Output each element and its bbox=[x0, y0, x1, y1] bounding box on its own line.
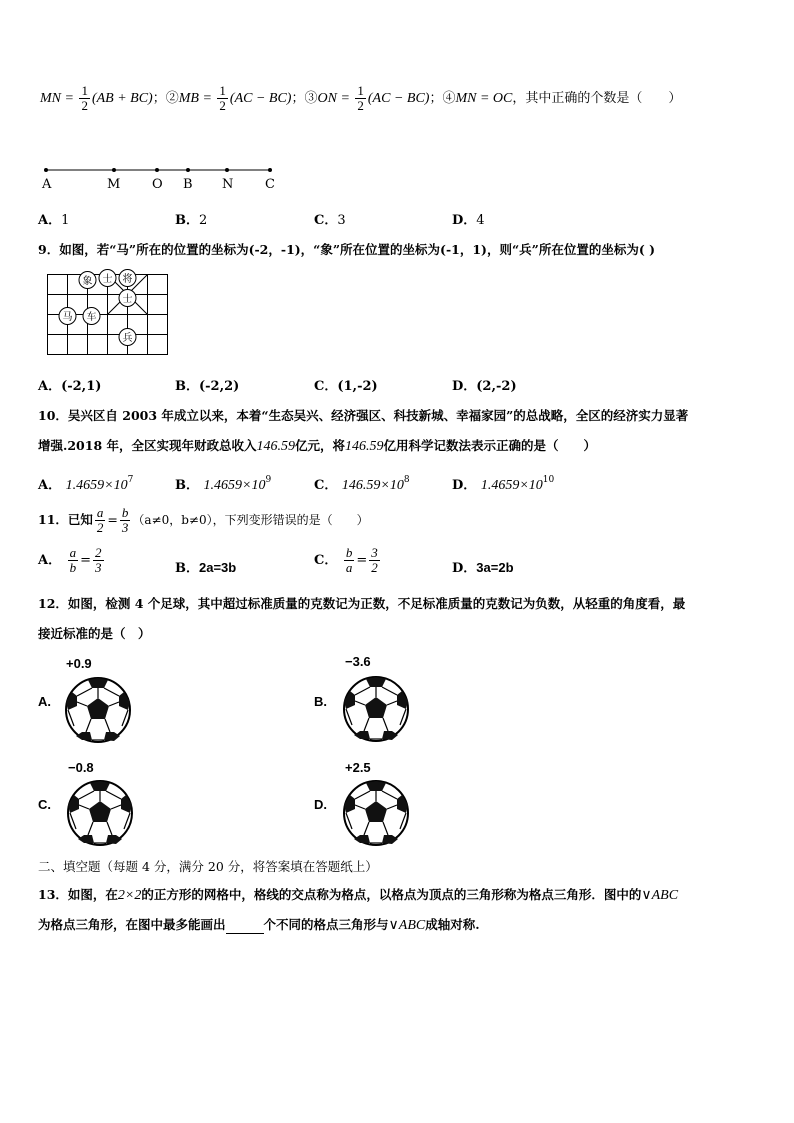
q8-stmt3-rhs: (AC − BC) bbox=[367, 91, 430, 106]
point-a bbox=[44, 168, 48, 172]
point-m bbox=[112, 168, 116, 172]
q8-sep3: ；④ bbox=[429, 91, 456, 106]
q8-tail: ，其中正确的个数是（ ） bbox=[512, 91, 682, 106]
ball-b-value: −3.6 bbox=[345, 654, 371, 669]
label-o: O bbox=[152, 177, 163, 192]
ball-a-value: +0.9 bbox=[66, 656, 92, 671]
q10-option-b[interactable]: B． $1.4659\times 10^9$ bbox=[175, 475, 272, 493]
q12-line1: 12．如图，检测 4 个足球，其中超过标准质量的克数记为正数，不足标准质量的克数记为负数，从轻重的角度看，最 bbox=[38, 596, 686, 611]
label-c: C bbox=[265, 177, 275, 192]
q8-option-c[interactable]: C．3 bbox=[314, 213, 346, 228]
q8-fraction-1: $\frac{1}{2}$ bbox=[81, 83, 88, 113]
ball-d-value: +2.5 bbox=[345, 760, 371, 775]
point-b bbox=[186, 168, 190, 172]
ball-b-label[interactable]: B. bbox=[314, 694, 327, 709]
label-a: A bbox=[42, 177, 52, 192]
q9-option-a[interactable]: A．(-2,1) bbox=[38, 379, 102, 394]
q11-option-c[interactable]: C． $\frac{b}{a}$ = $\frac{3}{2}$ bbox=[314, 545, 378, 575]
piece-bing-label: 兵 bbox=[122, 333, 133, 344]
q13-answer-blank[interactable] bbox=[226, 921, 264, 934]
q8-sep1: ；② bbox=[152, 91, 179, 106]
ball-a-label[interactable]: A. bbox=[38, 694, 51, 709]
q11-option-b[interactable]: B．2a=3b bbox=[175, 560, 237, 576]
q8-stmt4: MN = OC bbox=[455, 91, 513, 106]
q8-stmt1-rhs: (AB + BC) bbox=[91, 91, 153, 106]
label-b: B bbox=[183, 177, 193, 192]
piece-che-label: 车 bbox=[86, 312, 97, 323]
q8-stmt1-lhs: MN bbox=[40, 91, 61, 106]
piece-shi-1-label: 士 bbox=[102, 274, 113, 285]
q11-question: 11．已知 $\frac{a}{2}$ = $\frac{b}{3}$ （a≠0，b≠0），下列变形错误的是（ ） bbox=[38, 505, 369, 535]
q8-stmt2-rhs: (AC − BC) bbox=[229, 91, 292, 106]
q12-line2: 接近标准的是（ ） bbox=[38, 626, 151, 641]
q8-option-b[interactable]: B．2 bbox=[175, 213, 208, 228]
q10-line1: 10．吴兴区自 2003 年成立以来，本着“生态吴兴、经济强区、科技新城、幸福家园”的总战略，全区的经济实力显著 bbox=[38, 408, 689, 423]
soccer-ball-icon-c[interactable] bbox=[66, 779, 134, 847]
q11-option-a[interactable]: A． $\frac{a}{b}$ = $\frac{2}{3}$ bbox=[38, 545, 102, 575]
q8-option-a[interactable]: A．1 bbox=[38, 213, 70, 228]
q13-line1: 13．如图，在2×2的正方形的网格中，格线的交点称为格点，以格点为顶点的三角形称为格点三角形．图中的∨ABC bbox=[38, 887, 679, 903]
q9-question: 9．如图，若“马”所在的位置的坐标为(-2，-1)，“象”所在位置的坐标为(-1，1)，则“兵”所在位置的坐标为( ) bbox=[38, 242, 656, 257]
q8-fraction-2: $\frac{1}{2}$ bbox=[219, 83, 226, 113]
q9-chess-board bbox=[44, 268, 172, 358]
q8-fraction-3: $\frac{1}{2}$ bbox=[357, 83, 364, 113]
ball-c-label[interactable]: C. bbox=[38, 797, 51, 812]
q8-stmt3-lhs: ON bbox=[317, 91, 337, 106]
soccer-ball-icon-b[interactable] bbox=[342, 675, 410, 743]
piece-xiang-label: 象 bbox=[82, 276, 93, 287]
q10-option-d[interactable]: D． $1.4659\times 10^{10}$ bbox=[452, 475, 555, 493]
soccer-ball-icon-d[interactable] bbox=[342, 779, 410, 847]
section-2-heading: 二、填空题（每题 4 分，满分 20 分，将答案填在答题纸上） bbox=[38, 859, 378, 874]
label-n: N bbox=[222, 177, 234, 192]
piece-jiang-label: 将 bbox=[122, 274, 133, 285]
q11-option-d[interactable]: D．3a=2b bbox=[452, 560, 514, 576]
q9-option-b[interactable]: B．(-2,2) bbox=[175, 379, 240, 394]
soccer-ball-icon-a[interactable] bbox=[64, 676, 132, 744]
point-o bbox=[155, 168, 159, 172]
q9-option-c[interactable]: C．(1,-2) bbox=[314, 379, 378, 394]
q8-sep2: ；③ bbox=[291, 91, 318, 106]
q8-stmt2-lhs: MB bbox=[178, 91, 199, 106]
q8-statements: MN = $\frac{1}{2}$ (AB + BC)；②MB = $\frac{1}{2}$ (AC − BC)；③ON = $\frac{1}{2}$ (AC − BC)；④MN = OC，其中正确的个数是（ ） bbox=[40, 83, 682, 113]
q13-line2: 为格点三角形，在图中最多能画出 个不同的格点三角形与∨ABC成轴对称. bbox=[38, 917, 480, 933]
q10-option-c[interactable]: C． $146.59\times 10^8$ bbox=[314, 475, 410, 493]
q9-option-d[interactable]: D．(2,-2) bbox=[452, 379, 517, 394]
q8-line-figure bbox=[36, 160, 286, 194]
q10-line2: 增强.2018 年，全区实现年财政总收入146.59亿元，将146.59亿用科学记数法表示正确的是（ ） bbox=[38, 438, 597, 454]
q10-option-a[interactable]: A． $1.4659\times 10^7$ bbox=[38, 475, 134, 493]
piece-shi-2-label: 士 bbox=[122, 294, 133, 305]
ball-c-value: −0.8 bbox=[68, 760, 94, 775]
point-n bbox=[225, 168, 229, 172]
q8-option-d[interactable]: D．4 bbox=[452, 213, 485, 228]
label-m: M bbox=[107, 177, 121, 192]
piece-ma-label: 马 bbox=[62, 312, 73, 323]
ball-d-label[interactable]: D. bbox=[314, 797, 327, 812]
point-c bbox=[268, 168, 272, 172]
